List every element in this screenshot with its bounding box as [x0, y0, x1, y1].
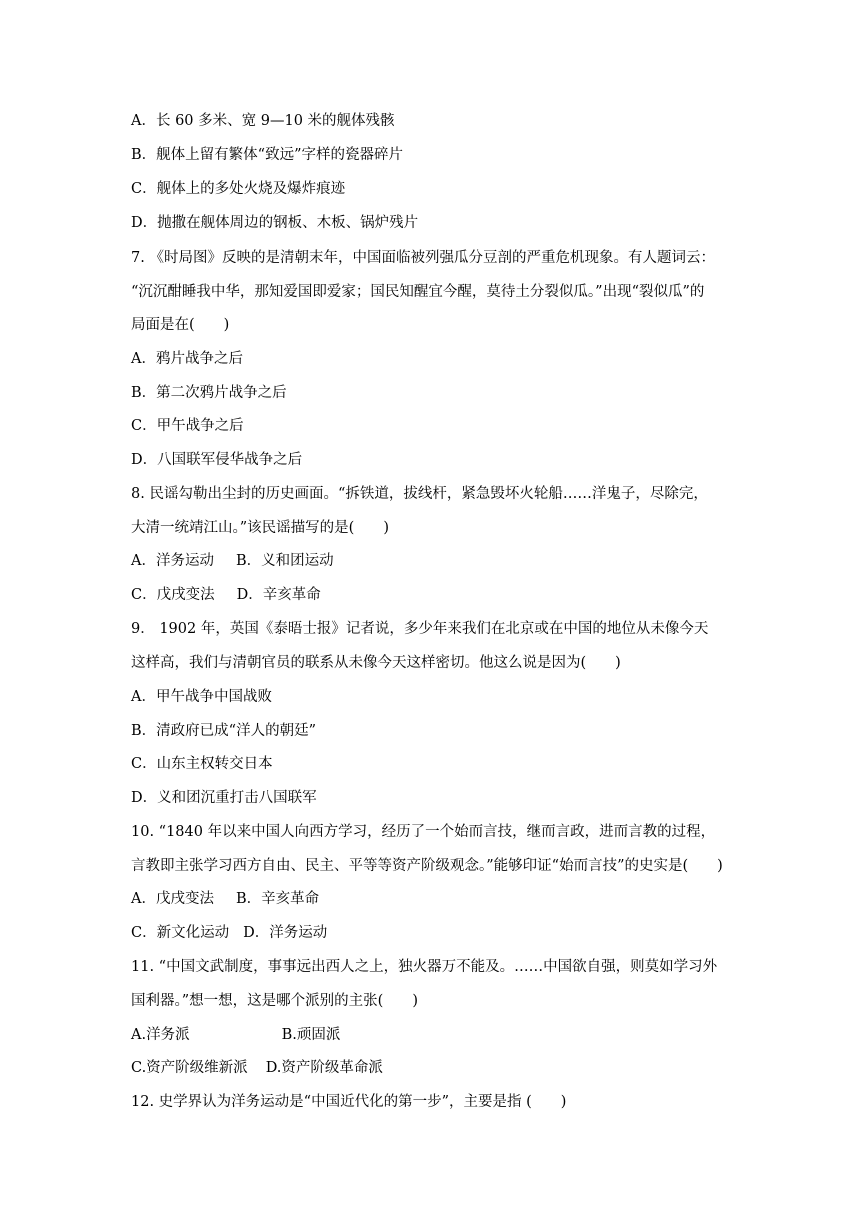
q8-option-d: D．辛亥革命: [236, 587, 321, 603]
q6-option-d: D．抛撒在舰体周边的钢板、木板、锅炉残片: [131, 215, 419, 231]
q8-option-c: C．戊戌变法: [131, 587, 215, 603]
q10-option-c: C．新文化运动: [131, 925, 230, 941]
q11-option-a: A.洋务派: [131, 1027, 190, 1043]
q7-option-c: C．甲午战争之后: [131, 418, 244, 434]
q7-option-b: B．第二次鸦片战争之后: [131, 385, 287, 401]
q9-option-c: C．山东主权转交日本: [131, 756, 273, 772]
q10-options-ab: [131, 889, 731, 909]
q11-option-d: D.资产阶级革命派: [265, 1060, 383, 1076]
q7-option-d: D．八国联军侵华战争之后: [131, 452, 303, 468]
q7-stem-line-1: 7. 《时局图》反映的是清朝末年，中国面临被列强瓜分豆剖的严重危机现象。有人题词云：: [131, 250, 715, 266]
q8-option-b: B．义和团运动: [235, 553, 334, 569]
q10-options-cd: [131, 923, 731, 943]
q8-options-ab: [131, 551, 731, 571]
q11-options-ab: [131, 1025, 731, 1045]
q12-stem-line-1: 12. 史学界认为洋务运动是“中国近代化的第一步”，主要是指 ( ): [131, 1094, 567, 1110]
q9-option-b: B．清政府已成“洋人的朝廷”: [131, 723, 316, 739]
q6-option-a: A．长 60 多米、宽 9—10 米的舰体残骸: [131, 113, 395, 129]
q8-stem-line-2: 大清一统靖江山。”该民谣描写的是( ): [131, 520, 389, 536]
q9-stem-line-1: 9． 1902 年，英国《泰晤士报》记者说，多少年来我们在北京或在中国的地位从未像今天: [131, 621, 709, 637]
q10-option-d: D．洋务运动: [243, 925, 328, 941]
q10-option-a: A．戊戌变法: [131, 891, 214, 907]
q10-stem-line-2: 言教即主张学习西方自由、民主、平等等资产阶级观念。”能够印证“始而言技”的史实是( ): [131, 858, 723, 874]
q6-option-c: C．舰体上的多处火烧及爆炸痕迹: [131, 181, 346, 197]
q9-stem-line-2: 这样高，我们与清朝官员的联系从未像今天这样密切。他这么说是因为( ): [131, 655, 621, 671]
q7-stem-line-3: 局面是在( ): [131, 317, 230, 333]
q9-option-d: D．义和团沉重打击八国联军: [131, 790, 317, 806]
q8-stem-line-1: 8. 民谣勾勒出尘封的历史画面。“拆铁道，拔线杆，紧急毁坏火轮船……洋鬼子，尽除完，: [131, 486, 708, 502]
q7-stem-line-2: “沉沉酣睡我中华，那知爱国即爱家；国民知醒宜今醒，莫待土分裂似瓜。”出现“裂似瓜”的: [131, 284, 705, 300]
q11-option-c: C.资产阶级维新派: [131, 1060, 248, 1076]
q11-options-cd: [131, 1058, 731, 1078]
q6-option-b: B．舰体上留有繁体“致远”字样的瓷器碎片: [131, 147, 403, 163]
q11-stem-line-2: 国利器。”想一想，这是哪个派别的主张( ): [131, 993, 418, 1009]
q10-option-b: B．辛亥革命: [235, 891, 320, 907]
q7-option-a: A．鸦片战争之后: [131, 351, 243, 367]
q9-option-a: A．甲午战争中国战败: [131, 689, 272, 705]
q11-stem-line-1: 11. “中国文武制度，事事远出西人之上，独火器万不能及。……中国欲自强，则莫如学习外: [131, 959, 718, 975]
q8-options-cd: [131, 585, 731, 605]
q10-stem-line-1: 10. “1840 年以来中国人向西方学习，经历了一个始而言技，继而言政，进而言教的过程，: [131, 824, 716, 840]
q11-option-b: B.顽固派: [281, 1027, 341, 1043]
q8-option-a: A．洋务运动: [131, 553, 214, 569]
